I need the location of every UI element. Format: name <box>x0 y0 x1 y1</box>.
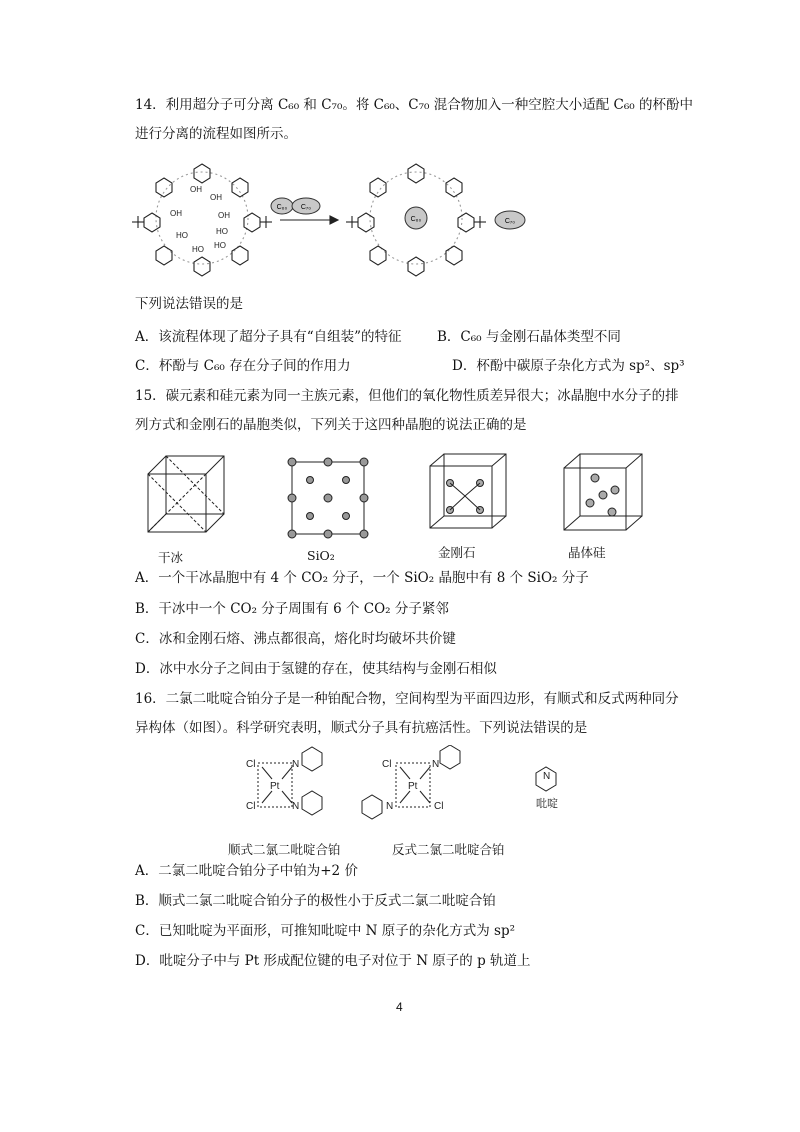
sio2-cell <box>288 458 368 538</box>
q15-option-a: A．一个干冰晶胞中有 4 个 CO₂ 分子，一个 SiO₂ 晶胞中有 8 个 SiO₂ 分子 <box>135 570 589 586</box>
q15-option-d: D．冰中水分子之间由于氢键的存在，使其结构与金刚石相似 <box>135 661 497 677</box>
oh-label: OH <box>218 211 230 220</box>
calixarene-left-hexagons <box>144 164 260 276</box>
q14-option-c: C．杯酚与 C₆₀ 存在分子间的作用力 <box>135 358 351 374</box>
q16-option-d: D．吡啶分子中与 Pt 形成配位键的电子对位于 N 原子的 p 轨道上 <box>135 953 531 969</box>
q14-option-a: A．该流程体现了超分子具有“自组装”的特征 <box>135 329 402 345</box>
q14-stem-line1: 14．利用超分子可分离 C₆₀ 和 C₇₀。将 C₆₀、C₇₀ 混合物加入一种空腔大小适配 C₆₀ 的杯酚中 <box>135 97 693 113</box>
q14-option-d: D．杯酚中碳原子杂化方式为 sp²、sp³ <box>452 358 685 374</box>
c60-label: C₆₀ <box>276 204 288 211</box>
q15-caption-dry-ice: 干冰 <box>158 550 184 565</box>
dry-ice-cell <box>148 456 224 532</box>
q15-crystal-cells <box>140 448 660 548</box>
q16-caption-trans: 反式二氯二吡啶合铂 <box>392 842 505 857</box>
q14-calixarene-figure <box>130 160 550 280</box>
q14-option-b: B．C₆₀ 与金刚石晶体类型不同 <box>437 329 621 345</box>
ho-label: HO <box>192 245 204 254</box>
oh-label: OH <box>190 185 202 194</box>
q15-caption-silicon: 晶体硅 <box>568 545 606 560</box>
oh-label: OH <box>210 193 222 202</box>
q14-prompt: 下列说法错误的是 <box>135 296 243 312</box>
trans-isomer <box>362 745 460 819</box>
c70-released-label: C₇₀ <box>504 218 516 225</box>
atom-pt: Pt <box>408 781 418 792</box>
q16-stem-line2: 异构体（如图）。科学研究表明，顺式分子具有抗癌活性。下列说法错误的是 <box>135 720 588 736</box>
q14-stem-line2: 进行分离的流程如图所示。 <box>135 126 297 142</box>
page-number: 4 <box>396 1000 403 1014</box>
q15-option-c: C．冰和金刚石熔、沸点都很高，熔化时均破坏共价键 <box>135 631 456 647</box>
pyridine-caption: 吡啶 <box>536 798 558 810</box>
atom-pt: Pt <box>270 781 280 792</box>
q15-caption-sio2: SiO₂ <box>307 548 335 563</box>
atom-n: N <box>432 759 440 770</box>
q16-option-a: A．二氯二吡啶合铂分子中铂为+2 价 <box>135 863 358 879</box>
silicon-cell <box>564 454 642 530</box>
atom-n: N <box>543 771 551 782</box>
atom-cl: Cl <box>434 801 444 812</box>
atom-n: N <box>292 759 300 770</box>
oh-label: OH <box>170 209 182 218</box>
atom-cl: Cl <box>246 759 256 770</box>
q15-caption-diamond: 金刚石 <box>438 545 476 560</box>
atom-n: N <box>292 801 300 812</box>
ho-label: HO <box>214 241 226 250</box>
q16-stem-line1: 16．二氯二吡啶合铂分子是一种铂配合物，空间构型为平面四边形，有顺式和反式两种同分 <box>135 691 679 707</box>
c70-label: C₇₀ <box>300 204 312 211</box>
ho-label: HO <box>176 231 188 240</box>
cis-isomer <box>246 747 322 815</box>
q16-caption-cis: 顺式二氯二吡啶合铂 <box>228 842 341 857</box>
q15-stem-line2: 列方式和金刚石的晶胞类似，下列关于这四种晶胞的说法正确的是 <box>135 417 527 433</box>
diamond-cell <box>430 454 506 528</box>
q15-option-b: B．干冰中一个 CO₂ 分子周围有 6 个 CO₂ 分子紧邻 <box>135 601 449 617</box>
c60-captured-label: C₆₀ <box>410 216 422 223</box>
q16-option-c: C．已知吡啶为平面形，可推知吡啶中 N 原子的杂化方式为 sp² <box>135 923 515 939</box>
q16-option-b: B．顺式二氯二吡啶合铂分子的极性小于反式二氯二吡啶合铂 <box>135 893 496 909</box>
q15-stem-line1: 15．碳元素和硅元素为同一主族元素，但他们的氧化物性质差异很大；冰晶胞中水分子的排 <box>135 388 679 404</box>
atom-cl: Cl <box>382 759 392 770</box>
q16-isomer-figure <box>240 745 590 835</box>
atom-cl: Cl <box>246 801 256 812</box>
ho-label: HO <box>216 227 228 236</box>
atom-n: N <box>386 801 394 812</box>
